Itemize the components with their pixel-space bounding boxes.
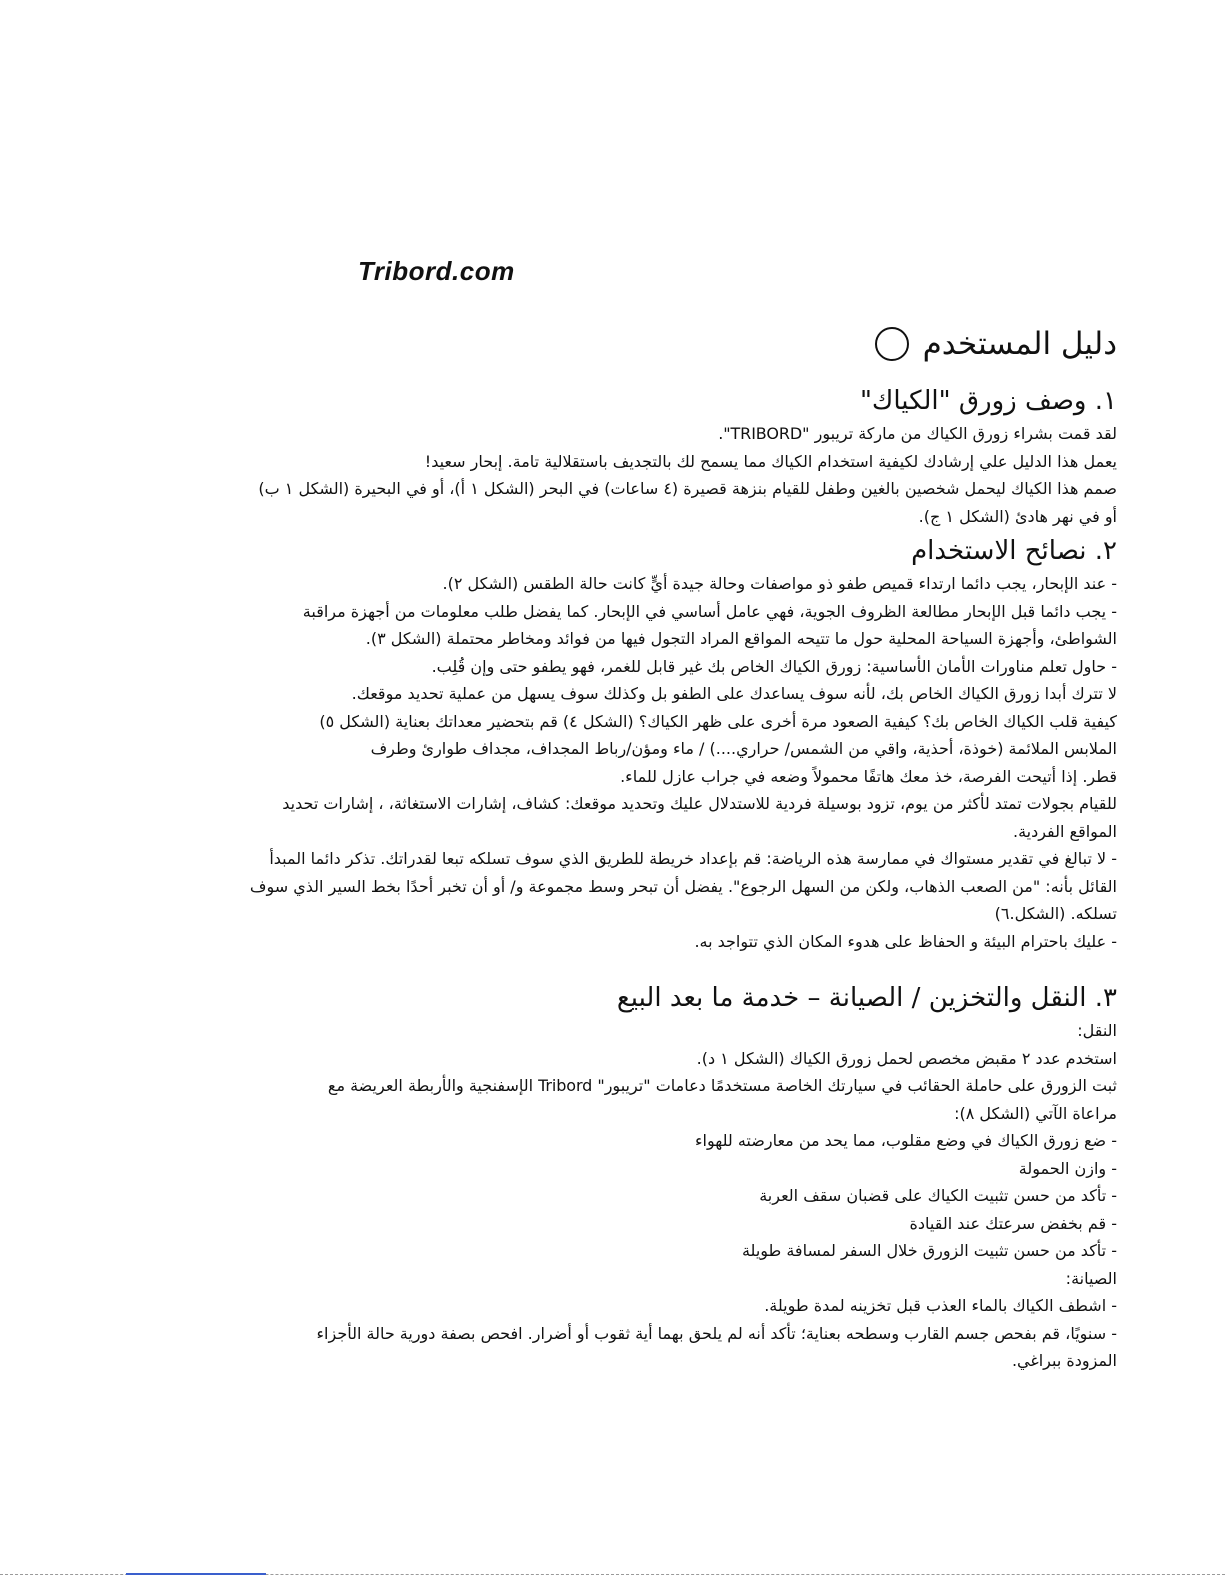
text-line: - قم بخفض سرعتك عند القيادة (909, 1213, 1117, 1233)
document-body (105, 322, 1117, 1375)
document-title-row (105, 322, 1117, 366)
section-transport-maintenance (105, 981, 1117, 1375)
text-line: ثبت الزورق على حاملة الحقائب في سيارتك الخاصة مستخدمًا دعامات "تريبور" Tribord الإسفنجية والأربطة العريضة مع (327, 1076, 1117, 1095)
circle-icon (875, 327, 909, 361)
text-line: قطر. إذا أتيحت الفرصة، خذ معك هاتفًا محمولاً وضعه في جراب عازل للماء. (620, 766, 1117, 786)
text-line: الملابس الملائمة (خوذة، أحذية، واقي من الشمس/ حراري....) / ماء ومؤن/رباط المجداف، مجداف طوارئ وطرف (370, 739, 1117, 758)
brand-url: Tribord.com (358, 256, 515, 286)
text-line: - ضع زورق الكياك في وضع مقلوب، مما يحد من معارضته للهواء (694, 1131, 1117, 1150)
text-line: النقل: (1077, 1021, 1117, 1040)
text-line: - لا تبالغ في تقدير مستواك في ممارسة هذه الرياضة: قم بإعداد خريطة للطريق الذي سوف تسلكه تبعا لقدراتك. تذكر دائما المبدأ (269, 849, 1117, 868)
text-line: - حاول تعلم مناورات الأمان الأساسية: زورق الكياك الخاص بك غير قابل للغمر، فهو يطفو حتى وإن قُلِب. (431, 656, 1117, 676)
text-line: القائل بأنه: "من الصعب الذهاب، ولكن من السهل الرجوع". يفضل أن تبحر وسط مجموعة و/ أو أن تخبر أحدًا بخط السير الذي سوف (249, 876, 1117, 896)
text-line: - تأكد من حسن تثبيت الكياك على قضبان سقف العربة (759, 1186, 1117, 1205)
text-line: كيفية قلب الكياك الخاص بك؟ كيفية الصعود مرة أخرى على ظهر الكياك؟ (الشكل ٤) قم بتحضير معداتك بعناية (الشكل ٥) (319, 711, 1117, 731)
text-line: يعمل هذا الدليل علي إرشادك لكيفية استخدام الكياك مما يسمح لك بالتجديف باستقلالية تامة. إبحار سعيد! (424, 451, 1117, 471)
text-line: - تأكد من حسن تثبيت الزورق خلال السفر لمسافة طويلة (741, 1241, 1117, 1260)
text-line: الشواطئ، وأجهزة السياحة المحلية حول ما تتيحه المواقع المراد التجول فيها من فوائد ومخاطر محتملة (الشكل ٣). (365, 629, 1117, 648)
text-line: المواقع الفردية. (1012, 821, 1117, 841)
text-line: - عليك باحترام البيئة و الحفاظ على هدوء المكان الذي تتواجد به. (694, 931, 1117, 951)
section-spacer (105, 955, 1117, 977)
text-line: تسلكه. (الشكل.٦) (994, 904, 1117, 923)
section-heading: ٣. النقل والتخزين / الصيانة – خدمة ما بعد البيع (616, 983, 1117, 1013)
page-title: دليل المستخدم (922, 326, 1117, 362)
text-line: - اشطف الكياك بالماء العذب قبل تخزينه لمدة طويلة. (764, 1296, 1117, 1315)
footer-link-underline (126, 1573, 266, 1575)
text-line: - عند الإبحار، يجب دائما ارتداء قميص طفو ذو مواصفات وحالة جيدة أيٍّ كانت حالة الطقس (الشكل ٢). (442, 574, 1117, 593)
text-line: - سنويًا، قم بفحص جسم القارب وسطحه بعناية؛ تأكد أنه لم يلحق بهما أية ثقوب أو أضرار. افحص بصفة دورية حالة الأجزاء (316, 1323, 1117, 1343)
text-line: صمم هذا الكياك ليحمل شخصين بالغين وطفل للقيام بنزهة قصيرة (٤ ساعات) في البحر (الشكل ١ أ)، أو في البحيرة (الشكل ١ ب) (258, 479, 1117, 498)
text-line: لا تترك أبدا زورق الكياك الخاص بك، لأنه سوف يساعدك على الطفو بل وكذلك سوف يسهل من عملية تحديد موقعك. (351, 684, 1117, 703)
text-line: أو في نهر هادئ (الشكل ١ ج). (918, 506, 1117, 526)
section-heading: ٢. نصائح الاستخدام (911, 536, 1117, 566)
text-line: - وازن الحمولة (1018, 1158, 1117, 1178)
text-line: لقد قمت بشراء زورق الكياك من ماركة تريبور "TRIBORD". (718, 424, 1117, 443)
text-line: استخدم عدد ٢ مقبض مخصص لحمل زورق الكياك (الشكل ١ د). (696, 1048, 1117, 1068)
text-line: مراعاة الآتي (الشكل ٨): (954, 1103, 1117, 1123)
text-line: للقيام بجولات تمتد لأكثر من يوم، تزود بوسيلة فردية للاستدلال عليك وتحديد موقعك: كشاف، إشارات الاستغاثة، ، إشارات تحديد (282, 794, 1117, 813)
text-line: - يجب دائما قبل الإبحار مطالعة الظروف الجوية، فهي عامل أساسي في الإبحار. كما يفضل طلب معلومات من أجهزة مراقبة (302, 601, 1117, 621)
text-line: الصيانة: (1065, 1268, 1117, 1288)
text-line: المزودة ببراغي. (1011, 1351, 1117, 1370)
section-description (105, 384, 1117, 530)
section-heading: ١. وصف زورق "الكياك" (859, 386, 1117, 416)
section-usage-tips (105, 534, 1117, 955)
